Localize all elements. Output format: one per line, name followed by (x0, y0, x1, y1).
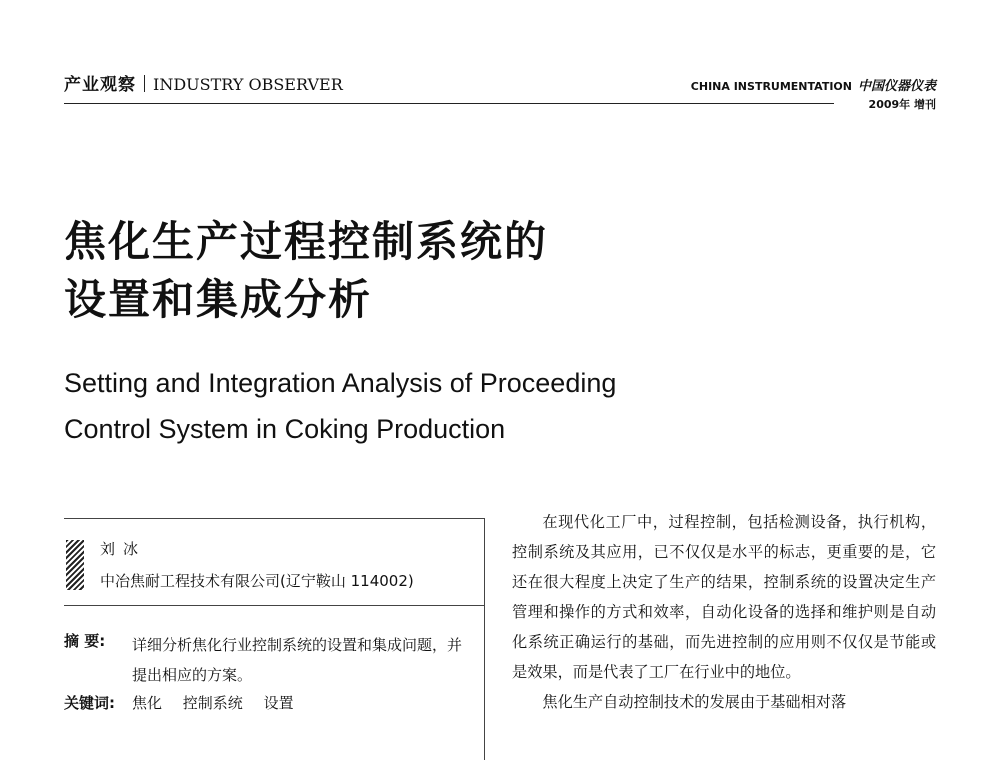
keywords-label: 关键词: (64, 694, 115, 712)
article-title-en (64, 360, 616, 452)
journal-name-en: CHINA INSTRUMENTATION (690, 80, 852, 93)
journal-name (691, 75, 936, 94)
keyword: 设置 (263, 694, 294, 712)
title-cn-line-2: 设置和集成分析 (64, 275, 373, 324)
header-separator (144, 75, 145, 92)
journal-issue: 2009年 增刊 (868, 98, 936, 111)
section-category-en: INDUSTRY OBSERVER (153, 75, 343, 94)
body-text (512, 507, 936, 717)
title-cn-line-1: 焦化生产过程控制系统的 (64, 217, 549, 266)
author-affiliation: 中冶焦耐工程技术有限公司(辽宁鞍山 114002) (100, 572, 414, 590)
keyword: 控制系统 (182, 694, 243, 712)
section-category-cn: 产业观察 (64, 75, 136, 95)
author-name: 刘冰 (100, 540, 147, 558)
title-en-line-1: Setting and Integration Analysis of Proceeding (64, 368, 617, 398)
body-paragraph-2: 焦化生产自动控制技术的发展由于基础相对落 (542, 693, 847, 711)
info-box-top-rule (64, 518, 484, 519)
section-header (64, 70, 343, 95)
info-box-divider (64, 605, 484, 606)
journal-name-cn: 中国仪器仪表 (857, 79, 936, 94)
article-title-cn (64, 213, 548, 329)
header-rule (64, 103, 834, 104)
info-box-right-rule (484, 518, 485, 760)
abstract-text: 详细分析焦化行业控制系统的设置和集成问题，并提出相应的方案。 (132, 636, 463, 684)
title-en-line-2: Control System in Coking Production (64, 414, 506, 444)
keywords-list (132, 692, 310, 713)
body-paragraph-1: 在现代化工厂中，过程控制，包括检测设备，执行机构，控制系统及其应用，已不仅仅是水平的标志，更重要的是，它还在很大程度上决定了生产的结果，控制系统的设置决定生产管理和操作的方式和效率，自动化设备的选择和维护则是自动化系统正确运行的基础，而先进控制的应用则不仅仅是节能或是效果，而是代表了工厂在行业中的地位。 (512, 513, 936, 681)
abstract-label: 摘 要: (64, 632, 106, 650)
keyword: 焦化 (132, 694, 163, 712)
author-marker-icon (66, 540, 84, 590)
